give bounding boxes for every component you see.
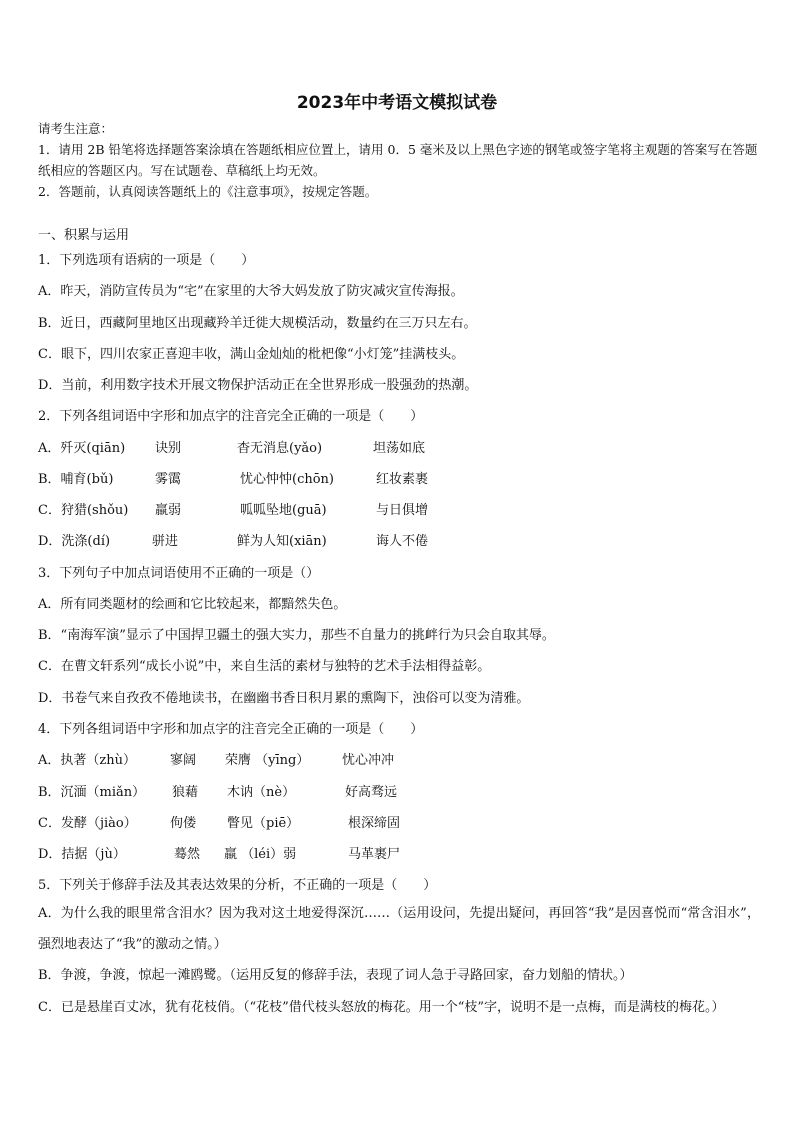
q2-c-word1: C．狩猎(shǒu) <box>38 503 129 518</box>
q4-b-word2: 狼藉 <box>172 785 199 800</box>
q3-option-a: A．所有同类题材的绘画和它比较起来，都黯然失色。 <box>38 597 347 612</box>
q5-stem: 5．下列关于修辞手法及其表达效果的分析，不正确的一项是（ ） <box>38 878 437 893</box>
q1-option-b: B．近日，西藏阿里地区出现藏羚羊迁徙大规模活动，数量约在三万只左右。 <box>38 316 477 331</box>
q4-a-word2: 寥阔 <box>170 753 197 768</box>
section-heading: 一、积累与运用 <box>38 228 130 243</box>
q4-d-word2: 蓦然 <box>174 847 201 862</box>
q4-b-word3: 木讷（nè） <box>227 785 296 800</box>
q2-d-word1: D．洗涤(dí) <box>38 534 111 549</box>
q4-c-word1: C．发酵（jiào） <box>38 816 137 831</box>
notice-item-2: 2．答题前，认真阅读答题纸上的《注意事项》，按规定答题。 <box>38 184 378 199</box>
q4-c-word2: 佝偻 <box>170 816 197 831</box>
q5-option-a: A．为什么我的眼里常含泪水？因为我对这土地爱得深沉……（运用设问，先提出疑问，再回答“我”是因喜悦而“常含泪水”，强烈地表达了“我”的激动之情。） <box>38 906 760 952</box>
q2-a-word1: A．歼灭(qiān) <box>38 441 126 456</box>
q2-d-word2: 骈进 <box>152 534 179 549</box>
q1-option-d: D．当前，利用数字技术开展文物保护活动正在全世界形成一股强劲的热潮。 <box>38 378 478 393</box>
q2-c-word3: 呱呱坠地(guā) <box>240 503 327 518</box>
q1-option-a: A．昨天，消防宣传员为“宅”在家里的大爷大妈发放了防灾减灾宣传海报。 <box>38 284 464 299</box>
q2-c-word2: 羸弱 <box>155 503 182 518</box>
q2-b-word2: 雾霭 <box>155 472 182 487</box>
q4-d-word3: 羸 （léi）弱 <box>224 847 297 862</box>
q2-b-word1: B．哺育(bǔ) <box>38 472 114 487</box>
q3-option-c: C．在曹文轩系列“成长小说”中，来自生活的素材与独特的艺术手法相得益彰。 <box>38 659 491 674</box>
q4-a-word1: A．执著（zhù） <box>38 753 136 768</box>
q2-c-word4: 与日俱增 <box>376 503 429 518</box>
q5-option-c: C．已是悬崖百丈冰，犹有花枝俏。（“花枝”借代枝头怒放的梅花。用一个“枝”字，说明不是一点梅，而是满枝的梅花。） <box>38 1000 725 1015</box>
q3-option-d: D．书卷气来自孜孜不倦地读书，在幽幽书香日积月累的熏陶下，浊俗可以变为清雅。 <box>38 691 530 706</box>
q5-option-b: B．争渡，争渡，惊起一滩鸥鹭。（运用反复的修辞手法，表现了词人急于寻路回家，奋力划船的情状。） <box>38 968 633 983</box>
q4-stem: 4．下列各组词语中字形和加点字的注音完全正确的一项是（ ） <box>38 722 424 737</box>
notice-item-1: 1．请用 2B 铅笔将选择题答案涂填在答题纸相应位置上，请用 0．5 毫米及以上黑色字迹的钢笔或签字笔将主观题的答案写在答题纸相应的答题区内。写在试题卷、草稿纸上均无效。 <box>38 142 758 178</box>
q3-stem: 3．下列句子中加点词语使用不正确的一项是（） <box>38 566 320 581</box>
q4-d-word4: 马革裹尸 <box>348 847 401 862</box>
q4-b-word1: B．沉湎（miǎn） <box>38 785 146 800</box>
notice-heading: 请考生注意： <box>38 121 114 136</box>
q1-option-c: C．眼下，四川农家正喜迎丰收，满山金灿灿的枇杷像“小灯笼”挂满枝头。 <box>38 347 465 362</box>
q2-b-word3: 忧心忡忡(chōn) <box>240 472 334 487</box>
page-title: 2023年中考语文模拟试卷 <box>296 93 498 113</box>
q2-d-word3: 鲜为人知(xiān) <box>237 534 327 549</box>
q2-a-word4: 坦荡如底 <box>373 441 426 456</box>
q2-a-word3: 杳无消息(yǎo) <box>237 441 323 456</box>
q2-stem: 2．下列各组词语中字形和加点字的注音完全正确的一项是（ ） <box>38 409 424 424</box>
q2-a-word2: 诀别 <box>155 441 182 456</box>
q4-a-word3: 荣膺 （yīng） <box>225 753 310 768</box>
q4-b-word4: 好高骛远 <box>345 785 398 800</box>
q1-stem: 1．下列选项有语病的一项是（ ） <box>38 253 255 268</box>
q2-b-word4: 红妆素裹 <box>376 472 429 487</box>
q4-a-word4: 忧心冲冲 <box>342 753 395 768</box>
q4-d-word1: D．拮据（jù） <box>38 847 126 862</box>
q2-d-word4: 诲人不倦 <box>376 534 429 549</box>
q4-c-word4: 根深缔固 <box>348 816 401 831</box>
q3-option-b: B．“南海军演”显示了中国捍卫疆土的强大实力，那些不自量力的挑衅行为只会自取其辱。 <box>38 628 555 643</box>
q4-c-word3: 瞥见（piē） <box>227 816 300 831</box>
